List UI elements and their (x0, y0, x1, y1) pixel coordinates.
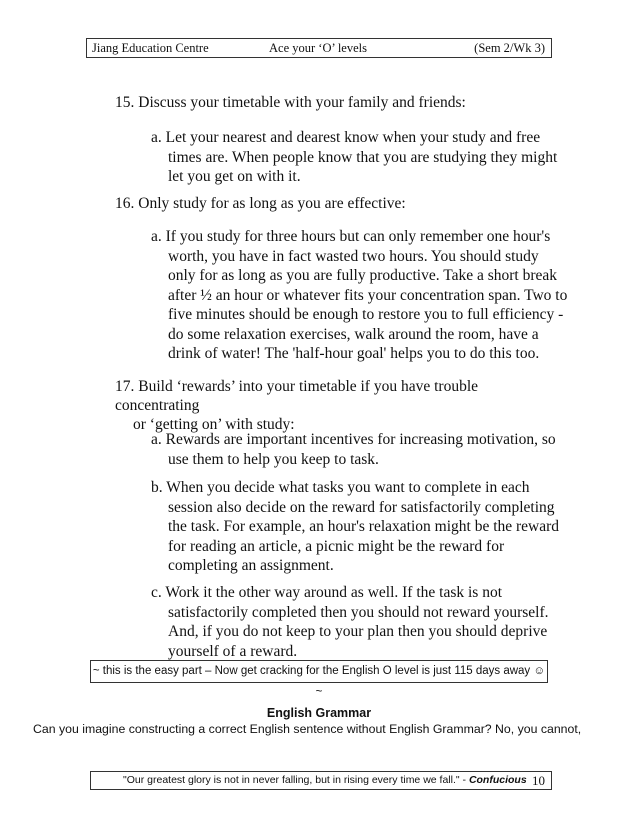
sub-item-16a: a. If you study for three hours but can only remember one hour's worth, you have in fact wasted two hours. You should study only for as long as you are fully productive. Take a short break after ½ an hour or whatever fits your concentration span. Two to five minutes should be enough to restore you to full efficiency - do some relaxation exercises, walk around the room, have a drink of water! The 'half-hour goal' helps you to do this too. (151, 228, 568, 362)
sub-item-17c: c. Work it the other way around as well. If the task is not satisfactorily completed then you should not reward yourself. And, if you do not keep to your plan then you should deprive yourself of a reward. (151, 584, 549, 660)
list-item-15 (115, 93, 555, 112)
item-text-continued: or ‘getting on’ with study: (133, 416, 295, 433)
page-footer (90, 771, 552, 790)
item-number: 16. (115, 195, 135, 212)
item-text: Build ‘rewards’ into your timetable if you have trouble concentrating (115, 378, 479, 414)
header-semester-week: (Sem 2/Wk 3) (474, 41, 545, 55)
item-text: Discuss your timetable with your family and friends: (138, 94, 466, 111)
list-item-16 (115, 194, 555, 213)
quote-text: "Our greatest glory is not in never falling, but in rising every time we fall." - (123, 774, 469, 786)
page-number: 10 (532, 773, 545, 788)
header-course-title: Ace your ‘O’ levels (269, 41, 367, 55)
sub-item-17b: b. When you decide what tasks you want to complete in each session also decide on the reward for satisfactorily completing the task. For example, an hour's relaxation might be the reward for reading an article, a picnic might be the reward for completing an assignment. (151, 479, 560, 574)
quote-author: Confucious (468, 774, 527, 786)
section-intro-text: Can you imagine constructing a correct English sentence without English Grammar? No, you cannot, (33, 722, 582, 736)
page-header (86, 38, 552, 58)
item-number: 15. (115, 94, 135, 111)
sub-item-17a: a. Rewards are important incentives for increasing motivation, so use them to help you keep to task. (151, 431, 556, 468)
sub-item-15a: a. Let your nearest and dearest know when your study and free times are. When people know that you are studying they might let you get on with it. (151, 129, 558, 185)
item-number: 17. (115, 378, 135, 395)
section-title: English Grammar (266, 706, 372, 720)
footer-quote (123, 772, 527, 789)
item-text: Only study for as long as you are effective: (138, 195, 406, 212)
list-item-17 (115, 377, 555, 434)
header-school-name: Jiang Education Centre (92, 41, 209, 55)
countdown-banner: ~ this is the easy part – Now get cracking for the English O level is just 115 days away ☺ ~ (90, 660, 548, 683)
